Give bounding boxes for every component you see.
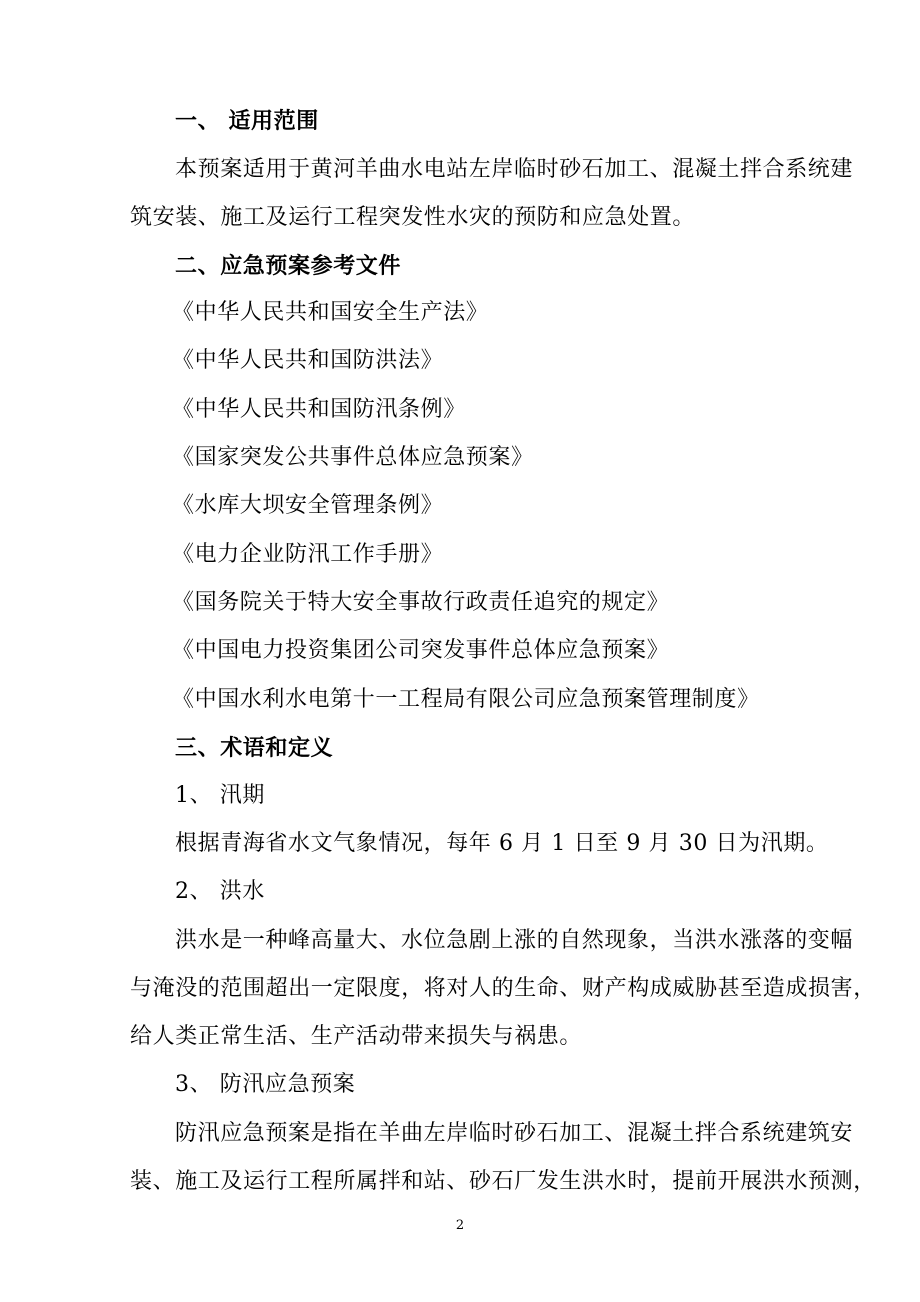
reference-item: 《中华人民共和国安全生产法》 [172, 300, 489, 325]
paragraph-line: 装、施工及运行工程所属拌和站、砂石厂发生洪水时，提前开展洪水预测， [130, 1169, 876, 1194]
paragraph-line: 洪水是一种峰高量大、水位急剧上涨的自然现象，当洪水涨落的变幅 [175, 928, 854, 953]
reference-item: 《中华人民共和国防洪法》 [172, 348, 444, 373]
paragraph-line: 筑安装、施工及运行工程突发性水灾的预防和应急处置。 [130, 205, 696, 230]
reference-item: 《水库大坝安全管理条例》 [172, 493, 444, 518]
paragraph-line: 根据青海省水文气象情况，每年 6 月 1 日至 9 月 30 日为汛期。 [175, 831, 829, 856]
section-heading-scope: 一、 适用范围 [175, 108, 319, 134]
paragraph-line: 与淹没的范围超出一定限度，将对人的生命、财产构成威胁甚至造成损害， [130, 976, 876, 1001]
paragraph-line: 防汛应急预案是指在羊曲左岸临时砂石加工、混凝土拌合系统建筑安 [175, 1121, 854, 1146]
term-title-flood-plan: 3、 防汛应急预案 [175, 1072, 356, 1097]
section-heading-terms: 三、术语和定义 [175, 735, 334, 761]
reference-item: 《电力企业防汛工作手册》 [172, 542, 444, 567]
reference-item: 《中华人民共和国防汛条例》 [172, 397, 466, 422]
reference-item: 《国家突发公共事件总体应急预案》 [172, 445, 534, 470]
paragraph-line: 本预案适用于黄河羊曲水电站左岸临时砂石加工、混凝土拌合系统建 [175, 157, 854, 182]
section-heading-references: 二、应急预案参考文件 [175, 253, 402, 279]
reference-item: 《中国电力投资集团公司突发事件总体应急预案》 [172, 638, 670, 663]
reference-item: 《国务院关于特大安全事故行政责任追究的规定》 [172, 590, 670, 615]
paragraph-line: 给人类正常生活、生产活动带来损失与祸患。 [130, 1024, 583, 1049]
page-number: 2 [455, 1218, 465, 1233]
reference-item: 《中国水利水电第十一工程局有限公司应急预案管理制度》 [172, 687, 760, 712]
term-title-flood-season: 1、 汛期 [175, 783, 265, 808]
term-title-flood: 2、 洪水 [175, 879, 265, 904]
